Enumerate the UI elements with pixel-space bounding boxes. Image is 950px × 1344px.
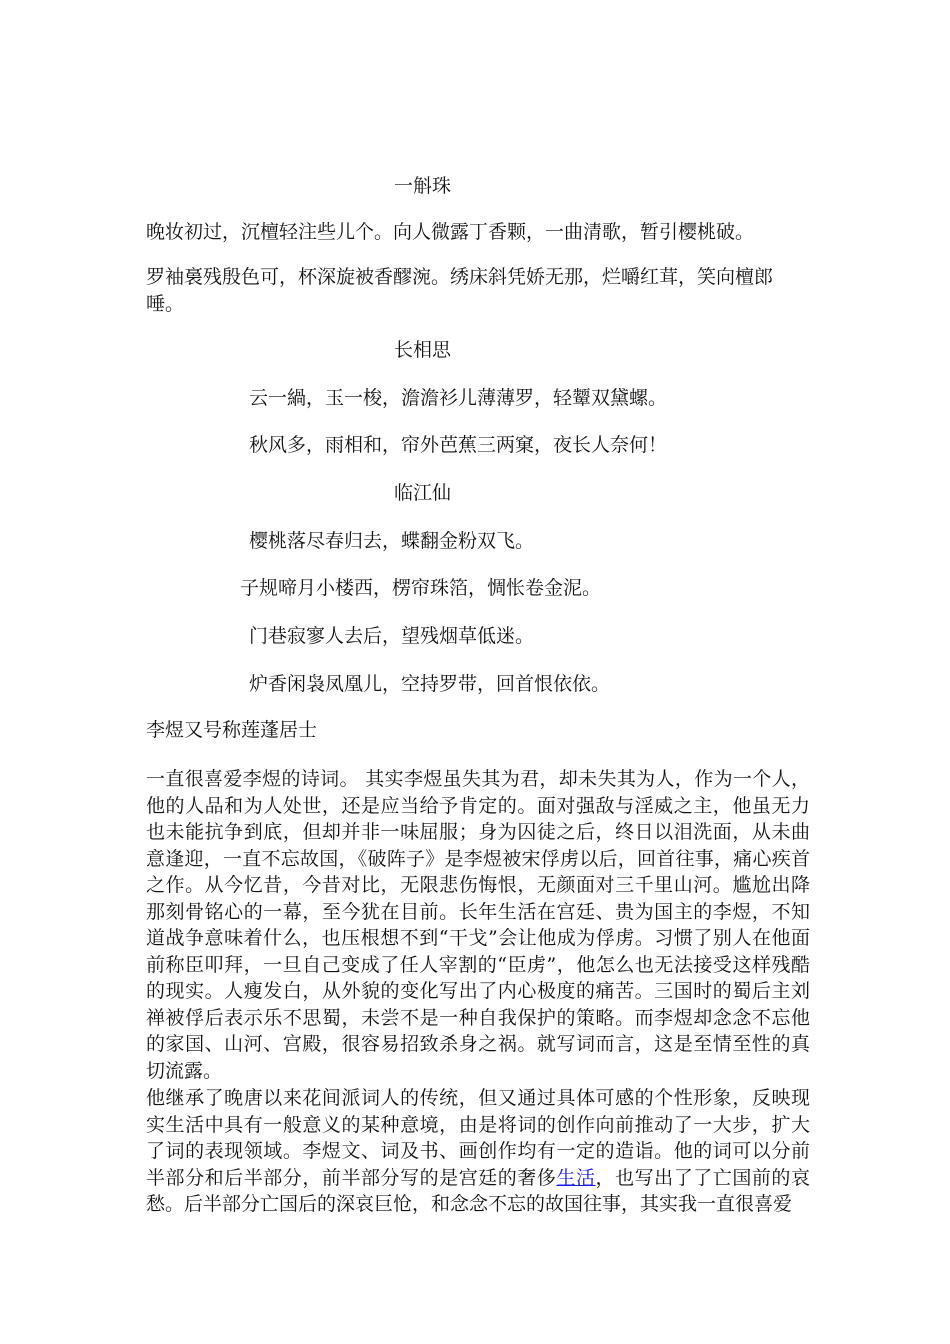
essay-text: ，也写出了了亡国前的哀愁。后半部分亡国后的深哀巨怆，和念念不忘的故国往事，其实我一直很喜爱 — [146, 1166, 810, 1215]
poem-line: 炉香闲袅凤凰儿，空持罗带，回首恨依依。 — [249, 673, 611, 695]
poem-title: 临江仙 — [394, 482, 452, 504]
poem-title: 长相思 — [394, 339, 452, 361]
essay-paragraph: 一直很喜爱李煜的诗词。 其实李煜虽失其为君，却未失其为人，作为一个人，他的人品和为人处世，还是应当给予肯定的。面对强敌与淫威之主，他虽无力也未能抗争到底，但却并非一味屈服；身为囚徒之后，终日以泪洗面，从未曲意逢迎，一直不忘故国，《破阵子》是李煜被宋俘虏以后，回首往事，痛心疾首之作。从今忆昔，今昔对比，无限悲伤悔恨，无颜面对三千里山河。尴尬出降那刻骨铭心的一幕，至今犹在目前。长年生活在宫廷、贵为国主的李煜，不知道战争意味着什么，也压根想不到“干戈”会让他成为俘虏。习惯了别人在他面前称臣叩拜，一旦自己变成了任人宰割的“臣虏”，他怎么也无法接受这样残酷的现实。人瘦发白，从外貌的变化写出了内心极度的痛苦。三国时的蜀后主刘禅被俘后表示乐不思蜀，未尝不是一种自我保护的策略。而李煜却念念不忘他的家国、山河、宫殿，很容易招致杀身之祸。就写词而言，这是至情至性的真切流露。 — [146, 768, 810, 1082]
life-link[interactable]: 生活 — [556, 1166, 596, 1189]
poem-line: 云一緺，玉一梭，澹澹衫儿薄薄罗，轻颦双黛螺。 — [249, 387, 668, 409]
essay-paragraph — [146, 1085, 810, 1218]
poem-line: 子规啼月小楼西，楞帘珠箔，惆怅卷金泥。 — [240, 577, 602, 599]
poem-line: 门巷寂寥人去后，望残烟草低迷。 — [249, 625, 535, 647]
poem-line: 樱桃落尽春归去，蝶翻金粉双飞。 — [249, 530, 535, 552]
essay-text: 他继承了晚唐以来花间派词人的传统，但又通过具体可感的个性形象，反映现实生活中具有一般意义的某种意境，由是将词的创作向前推动了一大步，扩大了词的表现领域。李煜文、词及书、画创作均有一定的造诣。他的词可以分前半部分和后半部分，前半部分写的是宫廷的奢侈 — [146, 1087, 810, 1189]
poem-line: 晚妆初过，沉檀轻注些儿个。向人微露丁香颗，一曲清歌，暂引樱桃破。 — [146, 221, 755, 243]
poem-line: 罗袖裛残殷色可，杯深旋被香醪涴。绣床斜凭娇无那，烂嚼红茸，笑向檀郎唾。 — [146, 266, 774, 315]
poem-title: 一斛珠 — [394, 175, 452, 197]
note-text: 李煜又号称莲蓬居士 — [146, 719, 318, 741]
poem-line: 秋风多，雨相和，帘外芭蕉三两窠，夜长人奈何！ — [249, 434, 668, 456]
